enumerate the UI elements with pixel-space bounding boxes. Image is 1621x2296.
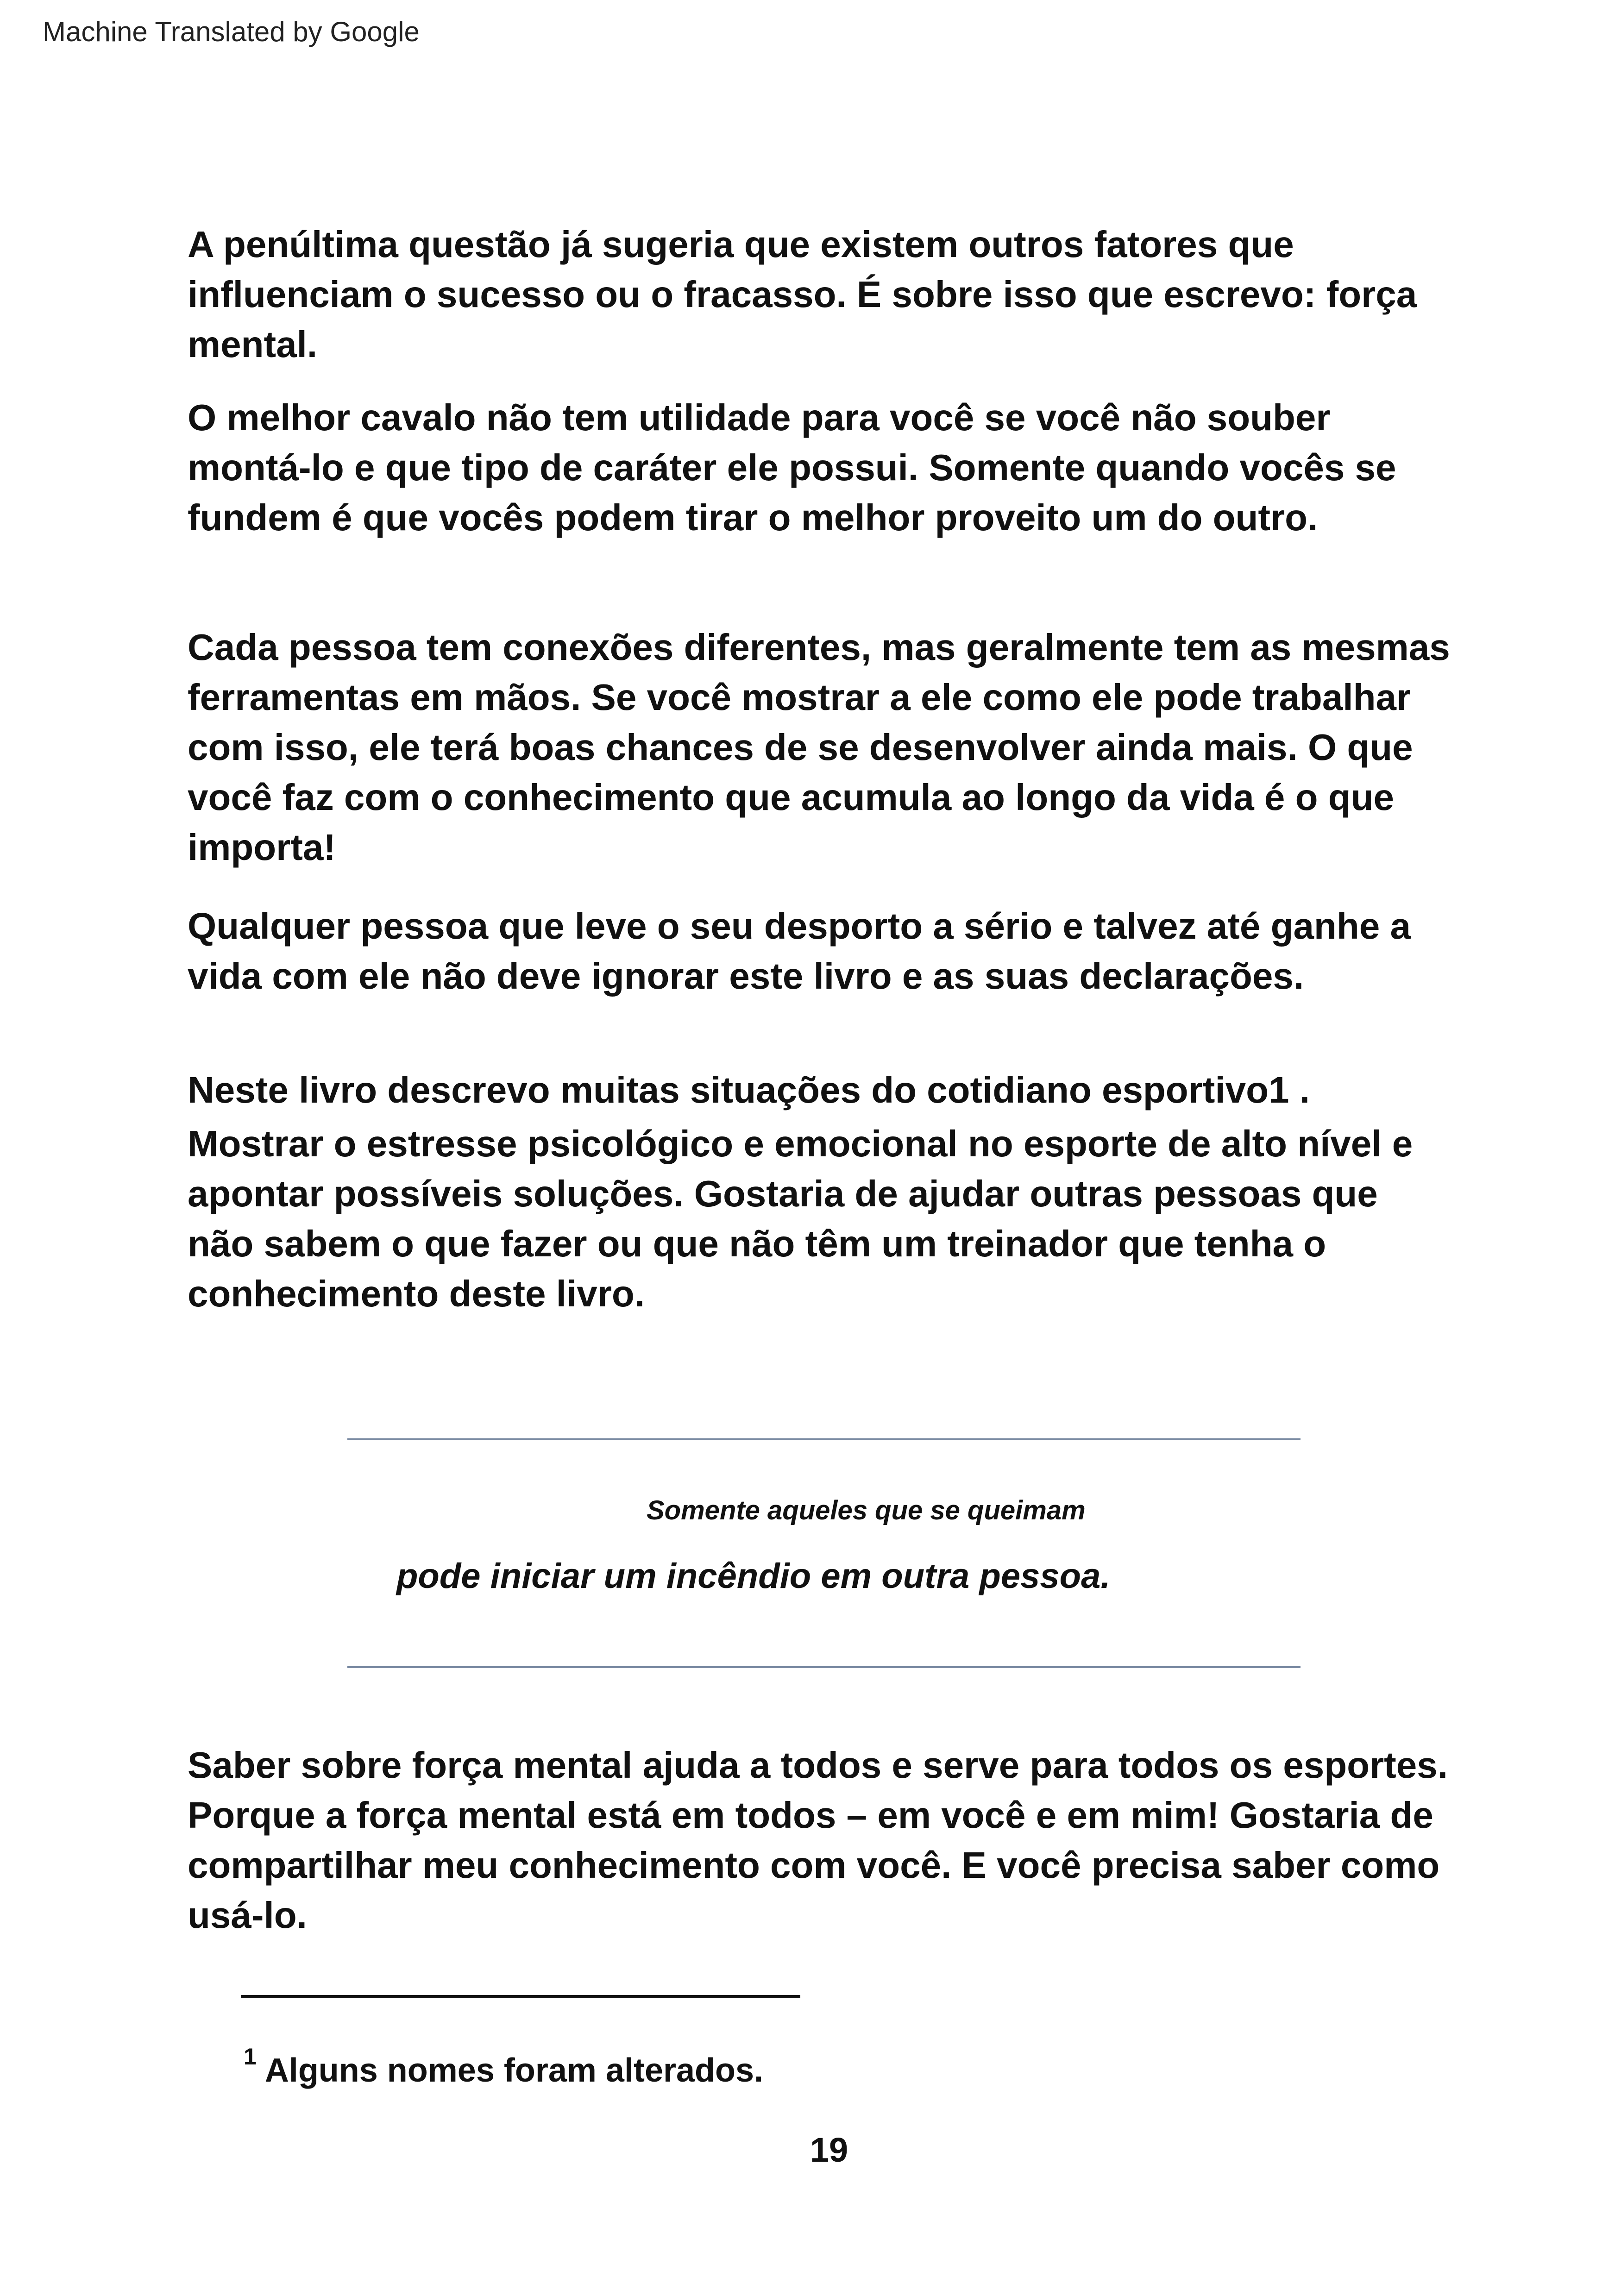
paragraph-knowledge-sharing: Saber sobre força mental ajuda a todos e serve para todos os esportes. Porque a força mental está em todos – em você e em mim! Gostaria de compartilhar meu conhecimento com você. E você precisa saber como usá-lo.: [188, 1744, 1448, 1936]
machine-translation-watermark: Machine Translated by Google: [43, 16, 420, 47]
paragraph-connections: Cada pessoa tem conexões diferentes, mas geralmente tem as mesmas ferramentas em mãos. Se você mostrar a ele como ele pode trabalhar com isso, ele terá boas chances de se desenvolver ainda mais. O que você faz com o conhecimento que acumula ao longo da vida é o que importa!: [188, 627, 1450, 868]
footnote-text: Alguns nomes foram alterados.: [264, 2052, 764, 2089]
footnote-marker: 1: [244, 2044, 257, 2070]
quote-bottom-divider: [347, 1666, 1301, 1668]
paragraph-mental-strength-intro: A penúltima questão já sugeria que existem outros fatores que influenciam o sucesso ou o fracasso. É sobre isso que escrevo: força mental.: [188, 224, 1417, 365]
page-number: 19: [810, 2131, 848, 2169]
quote-line-2: pode iniciar um incêndio em outra pessoa.: [396, 1556, 1111, 1596]
paragraph-book-situations: Neste livro descrevo muitas situações do cotidiano esportivo1 .: [188, 1069, 1310, 1110]
quote-line-1: Somente aqueles que se queimam: [647, 1495, 1086, 1525]
paragraph-horse-analogy: O melhor cavalo não tem utilidade para você se você não souber montá-lo e que tipo de caráter ele possui. Somente quando vocês se fundem é que vocês podem tirar o melhor proveito um do outro.: [188, 397, 1396, 538]
quote-top-divider: [347, 1438, 1301, 1440]
paragraph-psychological-stress: Mostrar o estresse psicológico e emocional no esporte de alto nível e apontar possíveis soluções. Gostaria de ajudar outras pessoas que não sabem o que fazer ou que não têm um treinador que tenha o conhecimento deste livro.: [188, 1123, 1413, 1314]
footnote-separator: [241, 1995, 800, 1998]
paragraph-serious-sport: Qualquer pessoa que leve o seu desporto a sério e talvez até ganhe a vida com ele não deve ignorar este livro e as suas declarações.: [188, 905, 1411, 997]
footnote: [244, 2044, 764, 2089]
